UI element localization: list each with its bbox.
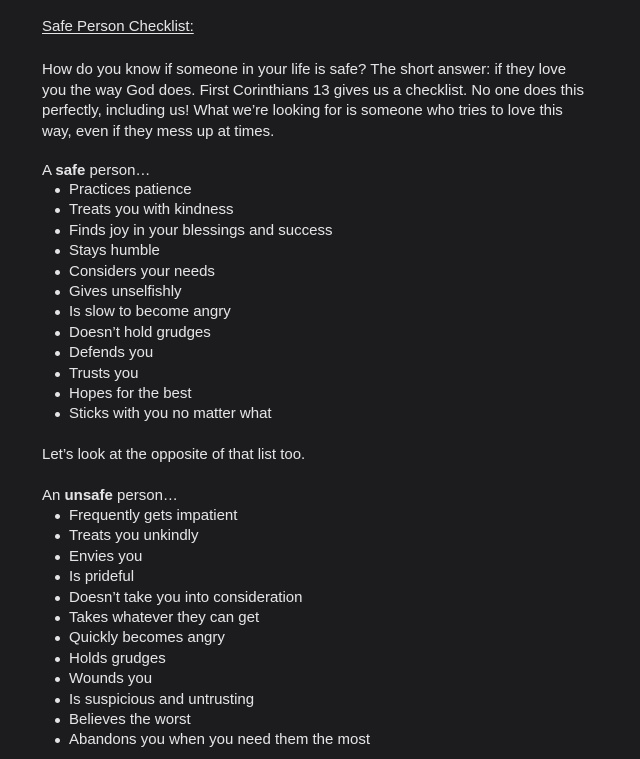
list-item: Treats you with kindness: [42, 200, 332, 220]
list-item: Defends you: [42, 343, 332, 363]
list-item: Wounds you: [42, 669, 370, 689]
safe-lead-suffix: person…: [85, 162, 151, 179]
safe-lead-prefix: A: [42, 162, 56, 179]
list-item: Treats you unkindly: [42, 526, 370, 546]
list-item: Practices patience: [42, 180, 332, 200]
list-item: Takes whatever they can get: [42, 608, 370, 628]
list-item: Abandons you when you need them the most: [42, 730, 370, 750]
unsafe-person-heading: [42, 486, 178, 506]
unsafe-traits-list: [42, 506, 370, 751]
list-item: Considers your needs: [42, 262, 332, 282]
page-title: Safe Person Checklist:: [42, 18, 194, 35]
list-item: Believes the worst: [42, 710, 370, 730]
list-item: Finds joy in your blessings and success: [42, 221, 332, 241]
list-item: Envies you: [42, 547, 370, 567]
list-item: Frequently gets impatient: [42, 506, 370, 526]
list-item: Quickly becomes angry: [42, 628, 370, 648]
list-item: Doesn’t hold grudges: [42, 323, 332, 343]
list-item: Gives unselfishly: [42, 282, 332, 302]
unsafe-keyword: unsafe: [64, 487, 113, 504]
list-item: Holds grudges: [42, 649, 370, 669]
list-item: Is slow to become angry: [42, 302, 332, 322]
safe-traits-list: [42, 180, 332, 425]
list-item: Is prideful: [42, 567, 370, 587]
list-item: Stays humble: [42, 241, 332, 261]
intro-paragraph: How do you know if someone in your life is safe? The short answer: if they love you the way God does. First Corinthians 13 gives us a checklist. No one does this perfectly, including us! What we’re looking for is someone who tries to love this way, even if they mess up at times.: [42, 61, 584, 140]
transition-sentence: Let’s look at the opposite of that list too.: [42, 446, 306, 463]
note-document: [42, 17, 602, 749]
safe-keyword: safe: [55, 162, 86, 179]
unsafe-lead-suffix: person…: [112, 487, 178, 504]
list-item: Doesn’t take you into consideration: [42, 588, 370, 608]
list-item: Hopes for the best: [42, 384, 332, 404]
safe-person-heading: [42, 161, 150, 181]
list-item: Is suspicious and untrusting: [42, 690, 370, 710]
list-item: Sticks with you no matter what: [42, 404, 332, 424]
list-item: Trusts you: [42, 364, 332, 384]
unsafe-lead-prefix: An: [42, 487, 65, 504]
